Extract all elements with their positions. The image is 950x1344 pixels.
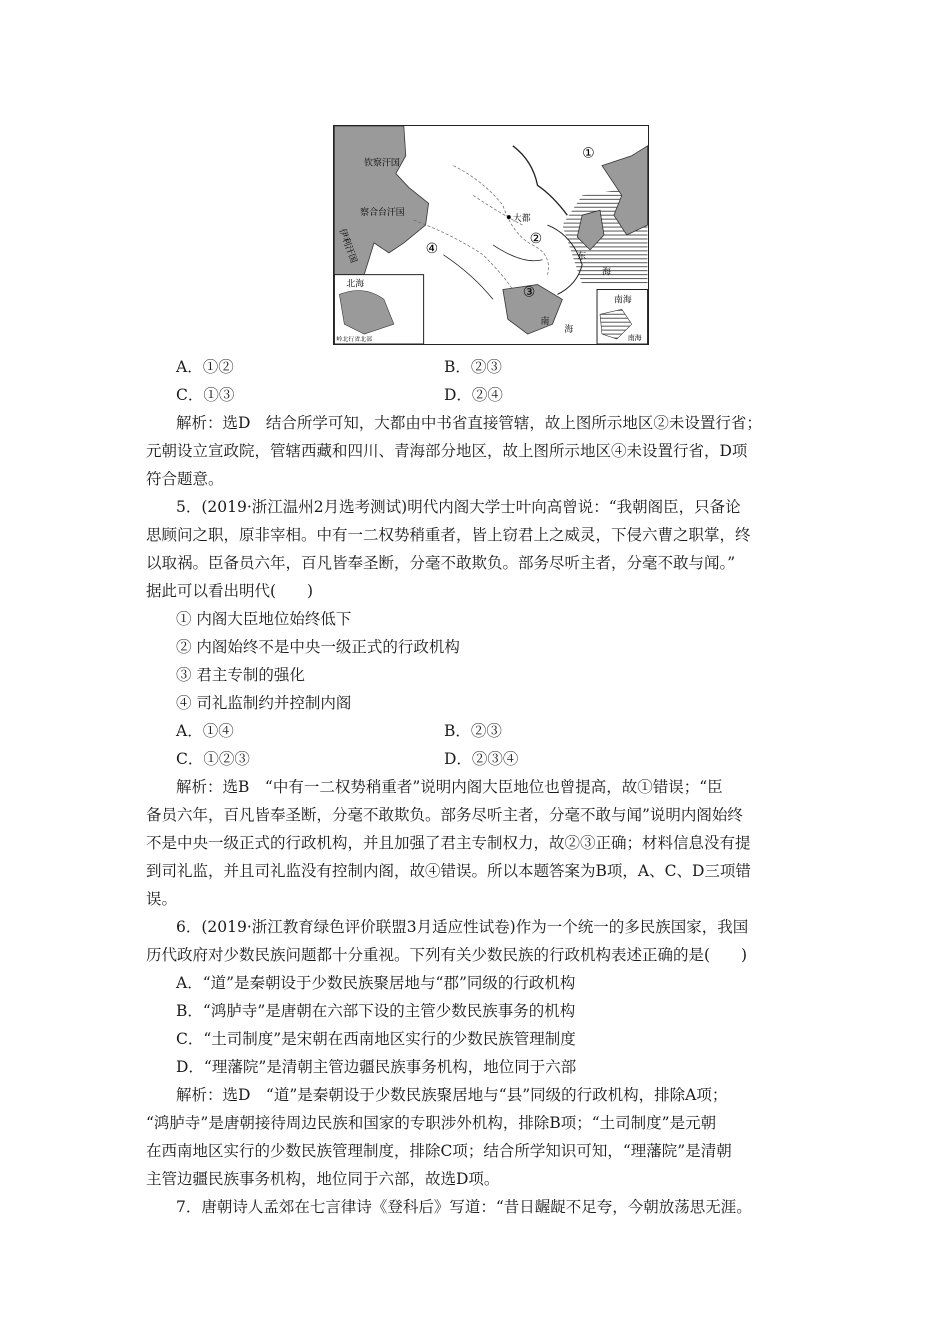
q6-analysis-line: 在西南地区实行的少数民族管理制度，排除C项；结合所学知识可知，“理藩院”是清朝 (146, 1142, 732, 1160)
label-qincha: 钦察汗国 (364, 158, 400, 169)
label-dong: 东 (577, 251, 587, 262)
label-inset-caption: 岭北行省北部 (336, 336, 373, 344)
label-nanhai-box2: 南海 (627, 334, 642, 343)
q5-item: ③ 君主专制的强化 (176, 666, 305, 684)
q4-analysis-line: 元朝设立宣政院，管辖西藏和四川、青海部分地区，故上图所示地区④未设置行省，D项 (146, 442, 748, 460)
label-nanhai-box: 南海 (613, 295, 632, 306)
q6-option-a: A．“道”是秦朝设于少数民族聚居地与“郡”同级的行政机构 (176, 974, 576, 992)
q5-option-a: A．①④ (176, 722, 234, 740)
q4-option-b: B．②③ (444, 358, 502, 376)
q6-analysis-line: 解析：选D “道”是秦朝设于少数民族聚居地与“县”同级的行政机构，排除A项； (176, 1086, 728, 1104)
map-svg (334, 126, 648, 344)
q6-stem-line: 历代政府对少数民族问题都十分重视。下列有关少数民族的行政机构表述正确的是( ) (146, 946, 748, 964)
q4-analysis-line: 解析：选D 结合所学可知，大都由中书省直接管辖，故上图所示地区②未设置行省； (176, 414, 762, 432)
label-hai: 海 (601, 267, 611, 278)
q5-item: ① 内阁大臣地位始终低下 (176, 610, 352, 628)
label-num3: ③ (522, 284, 536, 301)
q5-analysis-line: 到司礼监，并且司礼监没有控制内阁，故④错误。所以本题答案为B项，A、C、D三项错 (146, 862, 751, 880)
label-num1: ① (582, 145, 595, 162)
q4-option-c: C．①③ (176, 386, 235, 404)
q4-analysis-line: 符合题意。 (146, 470, 224, 488)
q7-stem-line: 7．唐朝诗人孟郊在七言律诗《登科后》写道：“昔日龌龊不足夸，今朝放荡思无涯。 (176, 1198, 752, 1216)
q6-option-d: D．“理藩院”是清朝主管边疆民族事务机构，地位同于六部 (176, 1058, 577, 1076)
q5-option-b: B．②③ (444, 722, 502, 740)
q5-analysis-line: 不是中央一级正式的行政机构，并且加强了君主专制权力，故②③正确；材料信息没有提 (146, 834, 751, 852)
q5-stem-line: 思顾问之职，原非宰相。中有一二权势稍重者，皆上窃君上之威灵，下侵六曹之职掌，终 (146, 526, 751, 544)
label-chahetai: 察合台汗国 (360, 208, 405, 219)
label-num2: ② (529, 230, 543, 247)
label-nan-hai: 海 (564, 325, 574, 336)
label-num4: ④ (425, 240, 439, 257)
q5-item: ② 内阁始终不是中央一级正式的行政机构 (176, 638, 460, 656)
q5-stem-line: 以取祸。臣备员六年，百凡皆奉圣断，分毫不敢欺负。部务尽听主者，分毫不敢与闻。” (146, 554, 736, 572)
q4-option-d: D．②④ (444, 386, 503, 404)
q5-analysis-line: 解析：选B “中有一二权势稍重者”说明内阁大臣地位也曾提高，故①错误；“臣 (176, 778, 723, 796)
q6-analysis-line: 主管边疆民族事务机构，地位同于六部，故选D项。 (146, 1170, 500, 1188)
q5-option-c: C．①②③ (176, 750, 250, 768)
label-beihai: 北海 (346, 279, 365, 290)
q4-option-a: A．①② (176, 358, 234, 376)
q5-item: ④ 司礼监制约并控制内阁 (176, 694, 352, 712)
label-yili: 伊利汗国 (336, 227, 359, 265)
q5-option-d: D．②③④ (444, 750, 519, 768)
q6-option-b: B．“鸿胪寺”是唐朝在六部下设的主管少数民族事务的机构 (176, 1002, 576, 1020)
q5-stem-line: 据此可以看出明代( ) (146, 582, 314, 600)
q5-analysis-line: 误。 (146, 890, 178, 908)
yuan-dynasty-map (333, 125, 649, 345)
label-dadu: 大都 (512, 214, 531, 225)
q5-stem-line: 5．(2019·浙江温州2月选考测试)明代内阁大学士叶向高曾说：“我朝阁臣，只备论 (176, 498, 741, 516)
q6-option-c: C．“土司制度”是宋朝在西南地区实行的少数民族管理制度 (176, 1030, 576, 1048)
label-nan: 南 (540, 317, 550, 328)
q6-stem-line: 6．(2019·浙江教育绿色评价联盟3月适应性试卷)作为一个统一的多民族国家，我国 (176, 918, 749, 936)
q5-analysis-line: 备员六年，百凡皆奉圣断，分毫不敢欺负。部务尽听主者，分毫不敢与闻”说明内阁始终 (146, 806, 743, 824)
q6-analysis-line: “鸿胪寺”是唐朝接待周边民族和国家的专职涉外机构，排除B项；“土司制度”是元朝 (146, 1114, 717, 1132)
